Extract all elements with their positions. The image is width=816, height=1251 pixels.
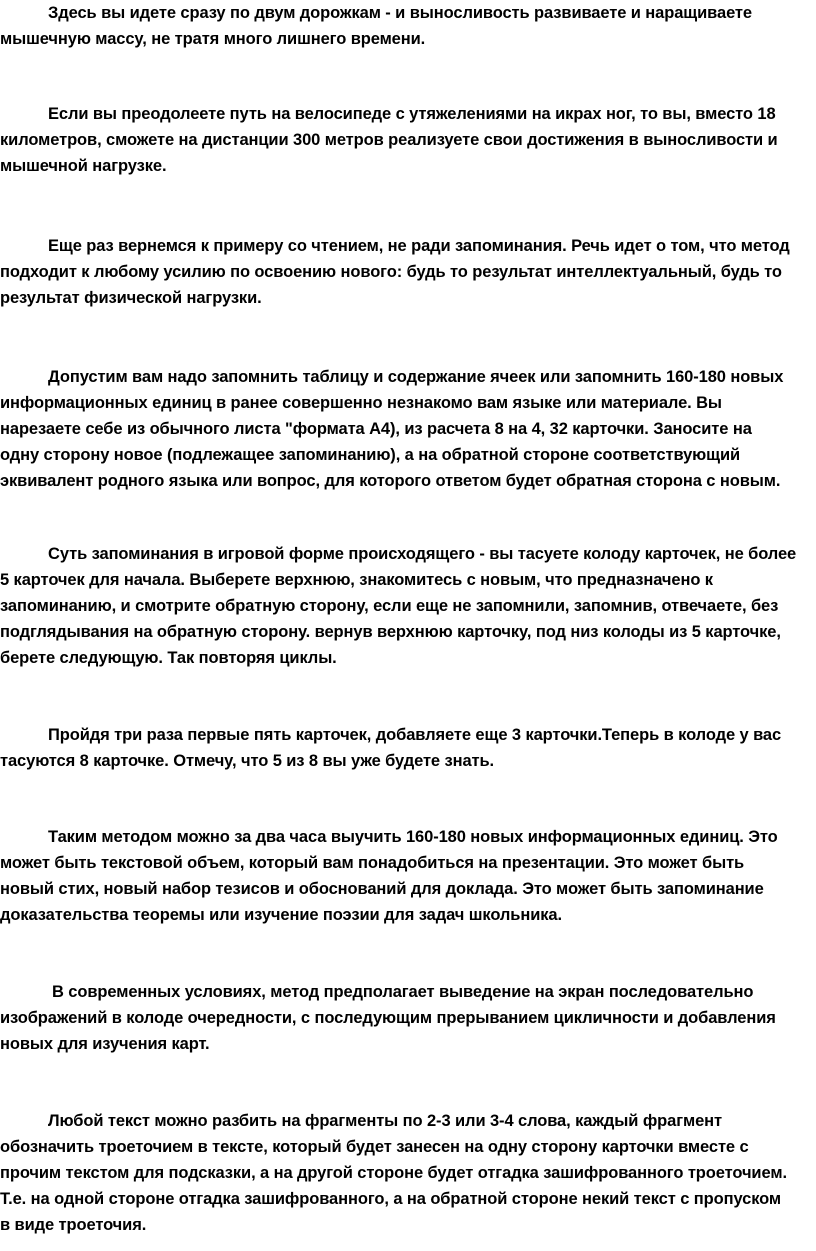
text-line: может быть текстовой объем, который вам понадобиться на презентации. Это может быть bbox=[0, 854, 745, 872]
text-line: Любой текст можно разбить на фрагменты по 2-3 или 3-4 слова, каждый фрагмент bbox=[48, 1112, 723, 1130]
text-line: одну сторону новое (подлежащее запоминанию), а на обратной стороне соответствующий bbox=[0, 446, 741, 464]
text-line: мышечную массу, не тратя много лишнего времени. bbox=[0, 30, 426, 48]
paragraph-5 bbox=[0, 541, 816, 671]
text-line: 5 карточек для начала. Выберете верхнюю, знакомитесь с новым, что предназначено к bbox=[0, 571, 713, 589]
text-line: берете следующую. Так повторяя циклы. bbox=[0, 649, 337, 667]
text-line: Здесь вы идете сразу по двум дорожкам - и выносливость развиваете и наращиваете bbox=[48, 4, 752, 22]
text-line: запоминанию, и смотрите обратную сторону, если еще не запомнили, запомнив, отвечаете, без bbox=[0, 597, 779, 615]
text-line: В современных условиях, метод предполагает выведение на экран последовательно bbox=[52, 983, 754, 1001]
text-line: километров, сможете на дистанции 300 метров реализуете свои достижения в выносливости и bbox=[0, 131, 778, 149]
text-line: прочим текстом для подсказки, а на другой стороне будет отгадка зашифрованного троеточием. bbox=[0, 1164, 787, 1182]
text-line: Допустим вам надо запомнить таблицу и содержание ячеек или запомнить 160-180 новых bbox=[48, 368, 784, 386]
text-line: новый стих, новый набор тезисов и обоснований для доклада. Это может быть запоминание bbox=[0, 880, 764, 898]
paragraph-7 bbox=[0, 824, 816, 928]
text-line: подглядывания на обратную сторону. вернув верхнюю карточку, под низ колоды из 5 карточке, bbox=[0, 623, 781, 641]
text-line: Суть запоминания в игровой форме происходящего - вы тасуете колоду карточек, не более bbox=[48, 545, 797, 563]
text-line: Пройдя три раза первые пять карточек, добавляете еще 3 карточки.Теперь в колоде у вас bbox=[48, 726, 782, 744]
text-line: тасуются 8 карточке. Отмечу, что 5 из 8 вы уже будете знать. bbox=[0, 752, 495, 770]
text-line: подходит к любому усилию по освоению нового: будь то результат интеллектуальный, будь то bbox=[0, 263, 782, 281]
text-line: мышечной нагрузке. bbox=[0, 157, 167, 175]
paragraph-2 bbox=[0, 101, 816, 179]
text-line: обозначить троеточием в тексте, который будет занесен на одну сторону карточки вместе с bbox=[0, 1138, 749, 1156]
paragraph-6 bbox=[0, 722, 816, 774]
text-line: новых для изучения карт. bbox=[0, 1035, 210, 1053]
text-line: нарезаете себе из обычного листа "формата А4), из расчета 8 на 4, 32 карточки. Заносите на bbox=[0, 420, 752, 438]
text-line: Т.е. на одной стороне отгадка зашифрованного, а на обратной стороне некий текст с пропуском bbox=[0, 1190, 782, 1208]
text-line: доказательства теоремы или изучение поэзии для задач школьника. bbox=[0, 906, 562, 924]
paragraph-9 bbox=[0, 1108, 816, 1238]
text-line: в виде троеточия. bbox=[0, 1216, 147, 1234]
paragraph-1 bbox=[0, 0, 816, 52]
text-line: результат физической нагрузки. bbox=[0, 289, 262, 307]
paragraph-8 bbox=[0, 979, 816, 1057]
text-line: Таким методом можно за два часа выучить 160-180 новых информационных единиц. Это bbox=[48, 828, 778, 846]
text-line: Если вы преодолеете путь на велосипеде с утяжелениями на икрах ног, то вы, вместо 18 bbox=[48, 105, 776, 123]
text-line: информационных единиц в ранее совершенно незнакомо вам языке или материале. Вы bbox=[0, 394, 722, 412]
text-line: Еще раз вернемся к примеру со чтением, не ради запоминания. Речь идет о том, что метод bbox=[48, 237, 790, 255]
text-line: эквивалент родного языка или вопрос, для которого ответом будет обратная сторона с новым. bbox=[0, 472, 781, 490]
text-line: изображений в колоде очередности, с последующим прерыванием цикличности и добавления bbox=[0, 1009, 776, 1027]
paragraph-4 bbox=[0, 364, 816, 494]
paragraph-3 bbox=[0, 233, 816, 311]
